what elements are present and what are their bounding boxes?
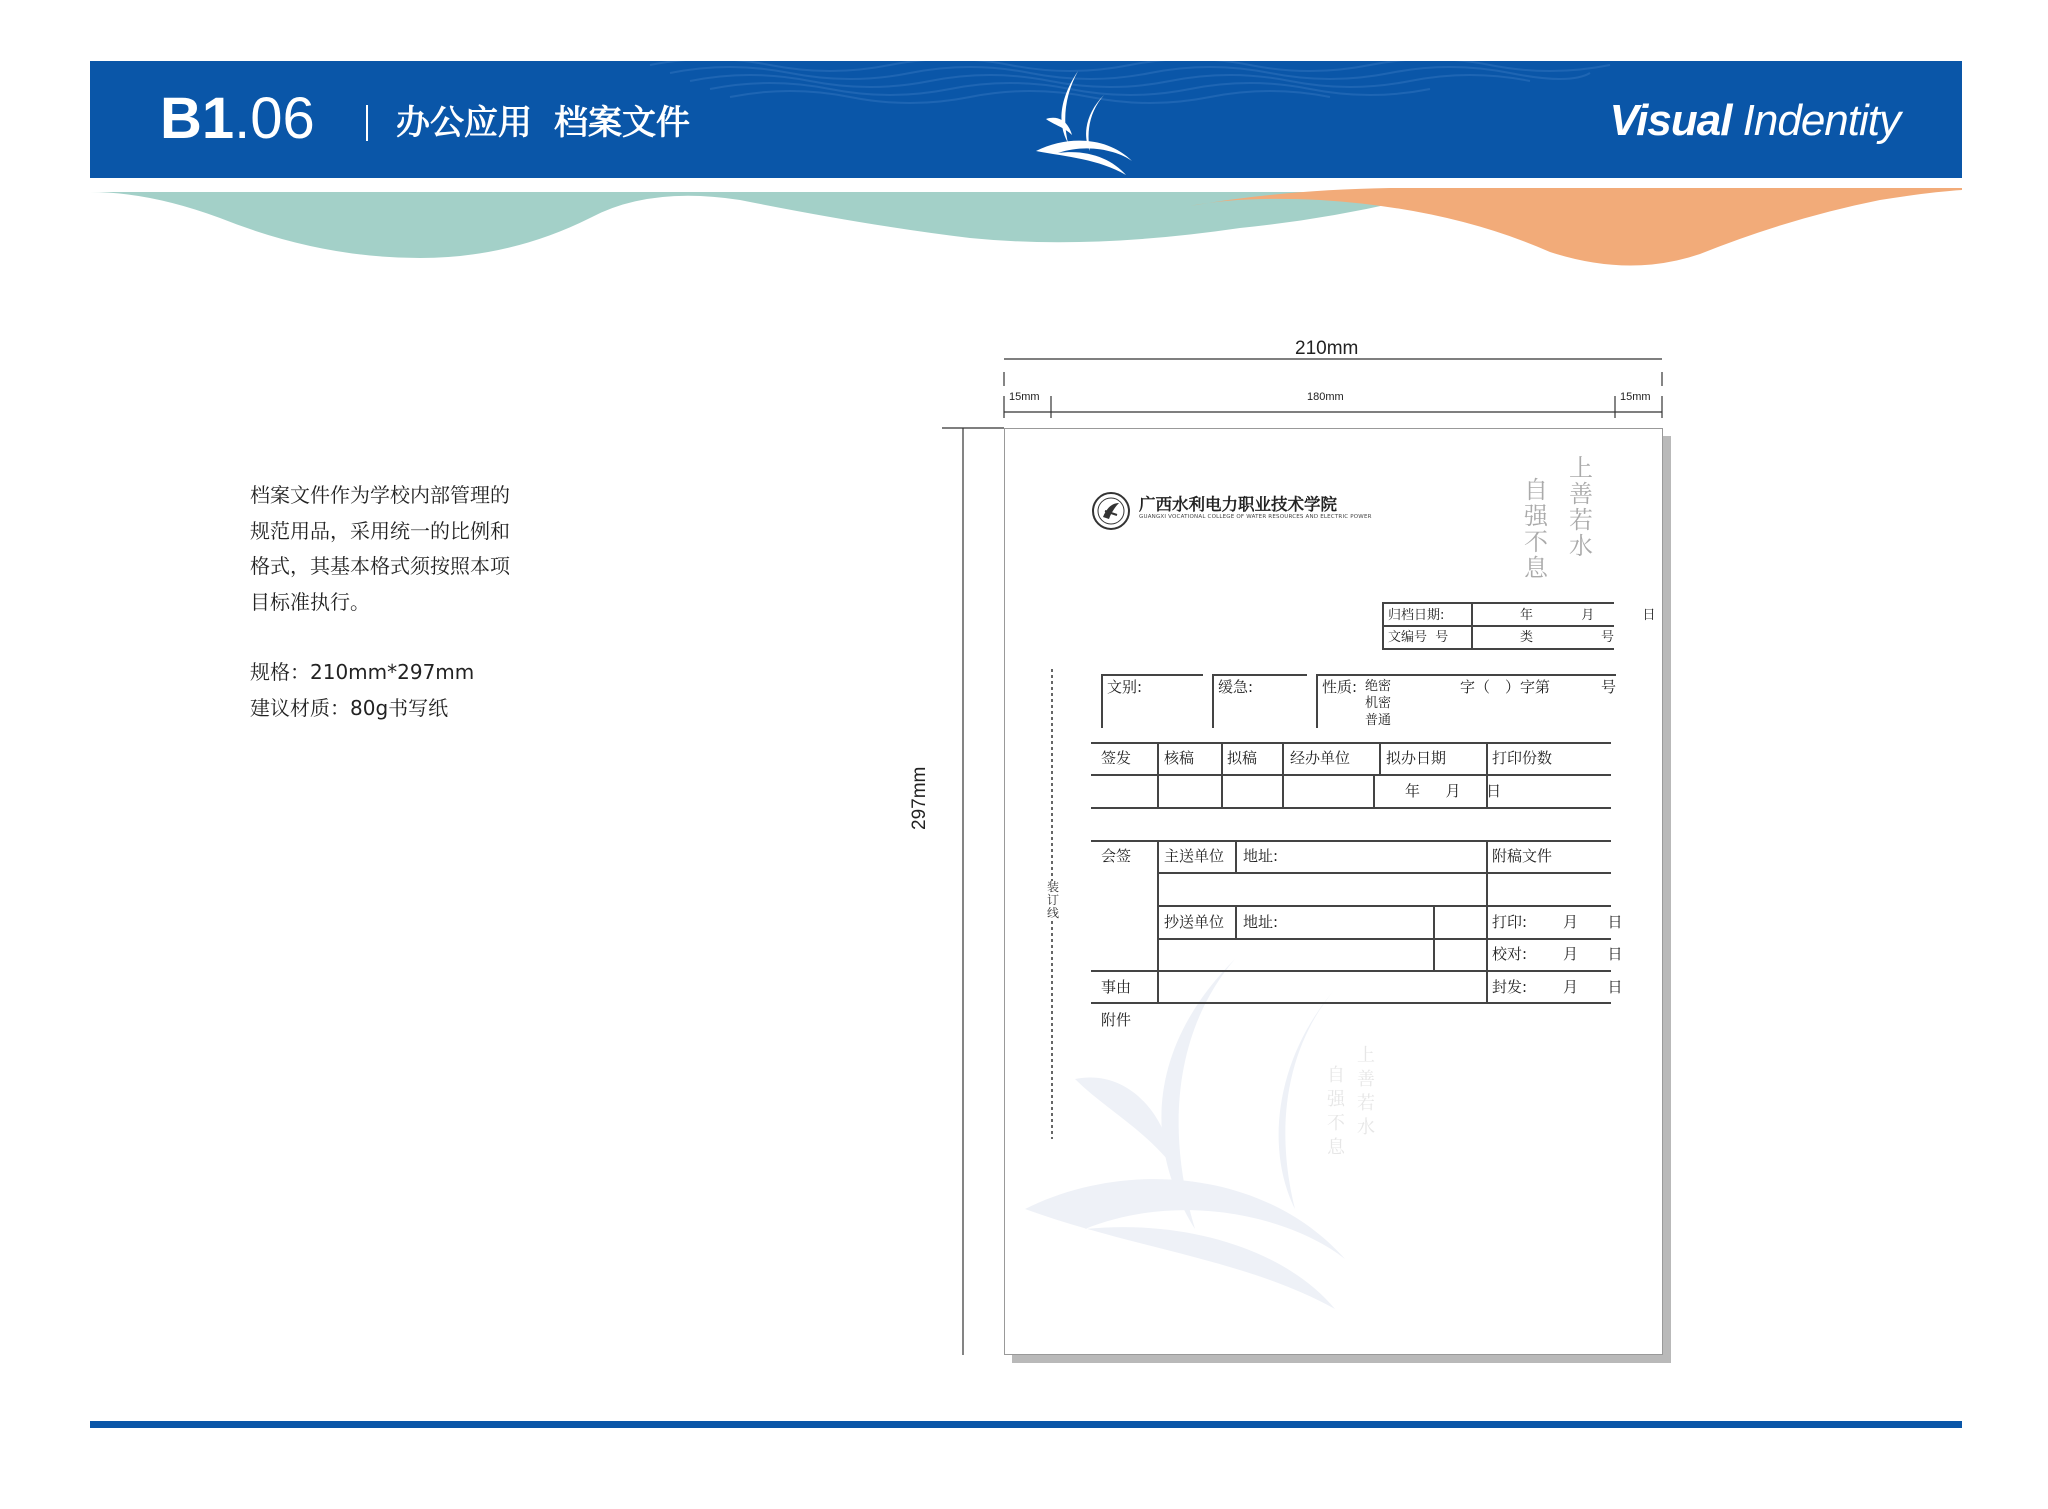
urgency-label: 缓急: — [1218, 678, 1254, 696]
description-line: 目标准执行。 — [250, 589, 370, 614]
word-number-hao: 号 — [1601, 678, 1617, 696]
svg-text:上: 上 — [1357, 1045, 1375, 1066]
svg-text:若: 若 — [1357, 1093, 1375, 1114]
handling-unit-label: 经办单位 — [1290, 749, 1351, 767]
seal-date: 月 日 — [1563, 978, 1623, 996]
binding-line-text: 装订线 — [1046, 880, 1059, 920]
svg-text:水: 水 — [1357, 1117, 1375, 1138]
svg-text:自: 自 — [1327, 1065, 1345, 1086]
nature-label: 性质: — [1322, 678, 1358, 696]
archive-date-value: 年 月 日 — [1520, 608, 1656, 623]
doc-type-label: 文别: — [1107, 678, 1143, 696]
school-name-english: GUANGXI VOCATIONAL COLLEGE OF WATER RESOURCES AND ELECTRIC POWER — [1139, 514, 1372, 520]
svg-text:强: 强 — [1327, 1089, 1345, 1110]
spec-material: 建议材质：80g书写纸 — [250, 695, 449, 720]
logo-watermark — [1005, 429, 1662, 1354]
svg-text:息: 息 — [1327, 1137, 1345, 1158]
brand-text-bold: Visual — [1609, 96, 1732, 145]
footer-bar — [90, 1421, 1962, 1428]
binding-line-label — [1045, 881, 1061, 920]
page-code-prefix: B1 — [160, 86, 235, 151]
draft-date-label: 拟办日期 — [1386, 749, 1447, 767]
page-code-suffix: .06 — [234, 86, 315, 151]
archive-category-label: 类 — [1520, 630, 1534, 645]
main-address-label: 地址: — [1243, 847, 1279, 865]
draft-label: 拟稿 — [1227, 749, 1258, 767]
dim-right-margin: 15mm — [1620, 391, 1651, 403]
archive-number-label: 号 — [1601, 630, 1615, 645]
nature-option: 普通 — [1365, 713, 1392, 728]
dim-content-width: 180mm — [1307, 391, 1344, 403]
dim-height: 297mm — [909, 766, 930, 830]
svg-text:不: 不 — [1327, 1113, 1345, 1134]
nature-option: 绝密 — [1365, 679, 1392, 694]
print-date: 月 日 — [1563, 913, 1623, 931]
check-label: 核稿 — [1164, 749, 1195, 767]
dim-total-width: 210mm — [1295, 338, 1359, 359]
description-line: 档案文件作为学校内部管理的 — [250, 483, 510, 507]
spec-size: 规格：210mm*297mm — [250, 660, 475, 684]
school-emblem-icon — [1091, 491, 1131, 531]
proof-label: 校对: — [1492, 945, 1528, 963]
motto-line-2: 自强不息 — [1524, 476, 1548, 582]
attached-draft-label: 附稿文件 — [1492, 847, 1553, 865]
svg-text:善: 善 — [1357, 1069, 1375, 1090]
attachment-label: 附件 — [1101, 1011, 1132, 1029]
brand-text-light: Indentity — [1742, 96, 1900, 145]
draft-date-value: 年 月 日 — [1405, 782, 1502, 800]
main-unit-label: 主送单位 — [1164, 847, 1225, 865]
proof-date: 月 日 — [1563, 945, 1623, 963]
reason-label: 事由 — [1101, 978, 1132, 996]
cc-address-label: 地址: — [1243, 913, 1279, 931]
section-label: 办公应用 — [396, 103, 532, 143]
description-line: 格式，其基本格式须按照本项 — [250, 554, 510, 578]
description-line: 规范用品，采用统一的比例和 — [250, 518, 510, 543]
sign-label: 签发 — [1101, 749, 1132, 767]
school-name: 广西水利电力职业技术学院 — [1139, 495, 1337, 514]
archive-doc-no-label: 文编号 号 — [1388, 630, 1449, 645]
dim-left-margin: 15mm — [1009, 391, 1040, 403]
subsection-label: 档案文件 — [554, 103, 690, 143]
cc-unit-label: 抄送单位 — [1164, 913, 1225, 931]
print-copies-label: 打印份数 — [1492, 749, 1553, 767]
seal-label: 封发: — [1492, 978, 1528, 996]
countersign-label: 会签 — [1101, 847, 1132, 865]
archive-paper — [1004, 428, 1663, 1355]
nature-option: 机密 — [1365, 696, 1392, 711]
motto-line-1: 上善若水 — [1569, 454, 1593, 560]
archive-date-label: 归档日期: — [1388, 608, 1445, 623]
word-number-label: 字（ ）字第 — [1460, 678, 1551, 696]
print-label: 打印: — [1492, 913, 1528, 931]
